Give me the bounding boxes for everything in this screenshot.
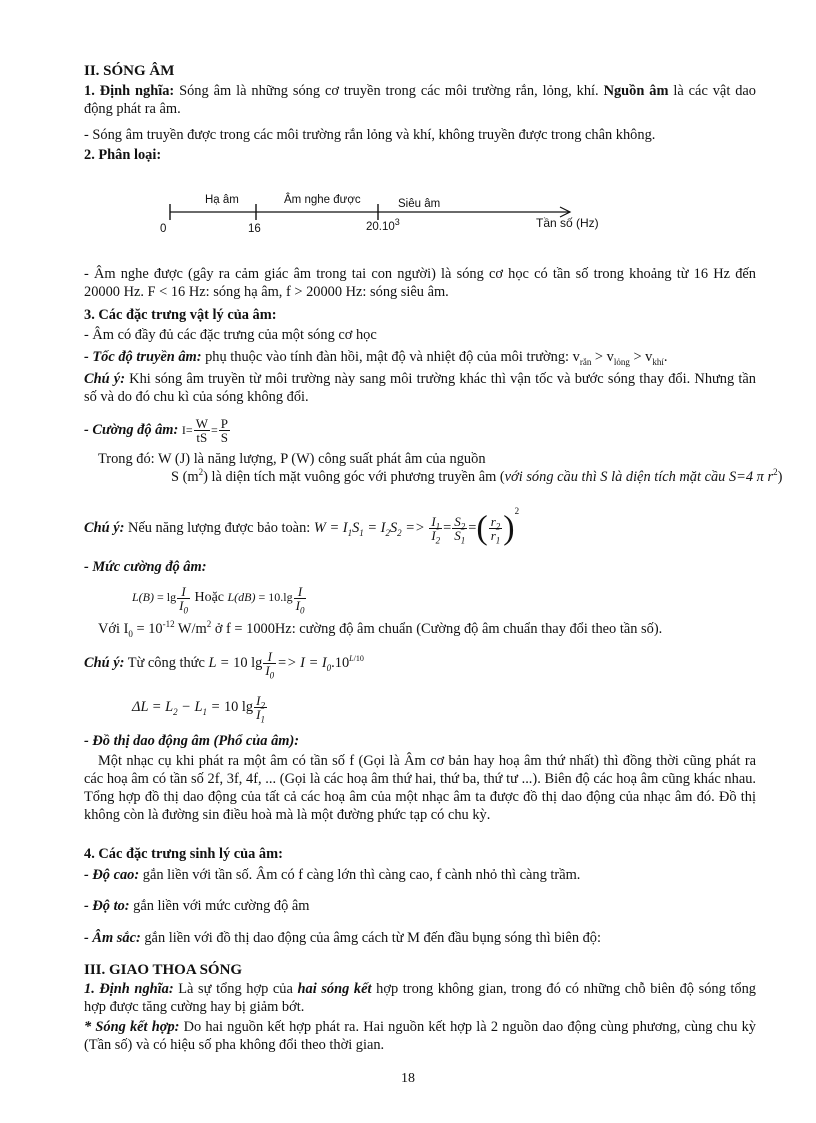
page-number: 18: [401, 1071, 415, 1086]
timbre-line: - Âm sắc: gắn liền với đồ thị dao động của âmg cách từ M đến đầu bụng sóng thì biên độ:: [84, 930, 601, 946]
audible-range-text: - Âm nghe được (gây ra cảm giác âm trong tai con người) là sóng cơ học có tần số trong khoảng từ 16 Hz đến 20000 Hz. F < 16 Hz: sóng hạ âm, f > 20000 Hz: sóng siêu âm.: [84, 266, 756, 300]
nguon-am-term: Nguồn âm: [603, 83, 669, 99]
definition-text-end: là các vật dao động phát ra âm.: [84, 83, 757, 117]
phys-point-1: - Âm có đầy đủ các đặc trưng của một sóng cơ học: [84, 327, 377, 343]
physiological-title: 4. Các đặc trưng sinh lý của âm:: [84, 846, 283, 862]
section-title-giao-thoa: III. GIAO THOA SÓNG: [84, 962, 243, 978]
intensity-formula-line: - Cường độ âm: I= $\frac{W}{tS}$ = $\frac{P}{S}$: [84, 416, 228, 446]
propagation-text: - Sóng âm truyền được trong các môi trường rắn lỏng và khí, không truyền được trong chân không.: [84, 127, 656, 143]
region-sieu-am: Siêu âm: [398, 198, 441, 210]
tick-label-20000: 20.10$^3$: [366, 217, 400, 233]
spectrum-title: - Đồ thị dao động âm (Phổ của âm):: [84, 733, 300, 749]
tick-label-16: 16: [248, 223, 261, 235]
where-line-2: S $(m^2)$ là diện tích mặt vuông góc với phương truyền âm (với sóng cầu thì S là diện tích mặt cầu S=4 π $r^2$): [171, 467, 783, 485]
axis-label-frequency: Tần số (Hz): [536, 216, 599, 230]
classification-title: 2. Phân loại:: [84, 147, 162, 163]
region-ha-am: Hạ âm: [205, 194, 239, 206]
section-title-song-am: II. SÓNG ÂM: [84, 63, 175, 79]
tick-label-0: 0: [160, 223, 167, 235]
sound-level-formula: L(B) = lg $\frac{I}{I_0}$ Hoặc L(dB) = 10.lg $\frac{I}{I_0}$: [132, 583, 305, 616]
note-1: Chú ý: Khi sóng âm truyền từ môi trường này sang môi trường khác thì vận tốc và bước sóng thay đổi. Nhưng tần số và do đó chu kì của sóng không đổi.: [84, 371, 756, 405]
definition-text: Sóng âm là những sóng cơ truyền trong các môi trường rắn, lỏng, khí.: [174, 83, 604, 99]
definition-label: 1. Định nghĩa:: [84, 83, 175, 99]
delta-level-formula: $\Delta L = L_2 - L_1 = 10$ lg $\frac{I_2}{I_1}$: [132, 693, 265, 725]
spectrum-paragraph: Một nhạc cụ khi phát ra một âm có tần số f (Gọi là Âm cơ bản hay hoạ âm thứ nhất) thì đồng thời cũng phát ra các hoạ âm có tần số 2f, 3f, 4f, ... (Gọi là các hoạ âm thứ hai, thứ ba, thứ tư ...). Biên độ các hoạ âm cũng khác nhau. Tổng hợp đồ thị dao động của tất cả các hoạ âm của một nhạc âm ta được đồ thị dao động của nhạc âm đó. Đồ thị không còn là đường sin điều hoà mà là một đường phức tạp có chu kỳ.: [84, 753, 756, 823]
region-am-nghe-duoc: Âm nghe được: [284, 194, 361, 206]
note-3-formula: Chú ý: Từ công thức L = 10 lg $\frac{I}{I_0}$ => $I = I_0.10^{L/10}$: [84, 649, 364, 681]
definition-paragraph: [84, 82, 756, 118]
coherent-waves: * Sóng kết hợp: Do hai nguồn kết hợp phát ra. Hai nguồn kết hợp là 2 nguồn dao động cùng phương, cùng chu kỳ (Tần số) và có hiệu số pha không đổi theo thời gian.: [84, 1019, 756, 1053]
interference-definition: 1. Định nghĩa: Là sự tổng hợp của hai sóng kết hợp trong không gian, trong đó có những chỗ biên độ sóng tổng hợp được tăng cường hay bị giảm bớt.: [84, 981, 756, 1015]
speed-of-sound-line: - Tốc độ truyền âm: phụ thuộc vào tính đàn hồi, mật độ và nhiệt độ của môi trường: $v_{rắn} > v_{lỏng} > v_{khí}$.: [84, 349, 668, 367]
pitch-line: - Độ cao: gắn liền với tần số. Âm có f càng lớn thì càng cao, f cành nhỏ thì càng trầm.: [84, 867, 581, 883]
physical-characteristics-title: 3. Các đặc trưng vật lý của âm:: [84, 307, 277, 323]
loudness-line: - Độ to: gắn liền với mức cường độ âm: [84, 898, 310, 914]
where-line-1: Trong đó: W (J) là năng lượng, P (W) công suất phát âm của nguồn: [98, 451, 486, 467]
note-2-energy-conservation: Chú ý: Nếu năng lượng được bảo toàn: $W = I_1S_1 = I_2S_2$ => $\frac{I_1}{I_2}$ = $\frac{S_2}{S_1}$ =( $\frac{r_2}{r_1}$ )$^2$: [84, 506, 520, 547]
sound-level-title: - Mức cường độ âm:: [84, 559, 207, 575]
reference-intensity-line: Với $I_0 = 10^{-12}$ $W/m^2$ ở f = 1000Hz: cường độ âm chuẩn (Cường độ âm chuẩn thay đổi theo tần số).: [98, 619, 663, 639]
